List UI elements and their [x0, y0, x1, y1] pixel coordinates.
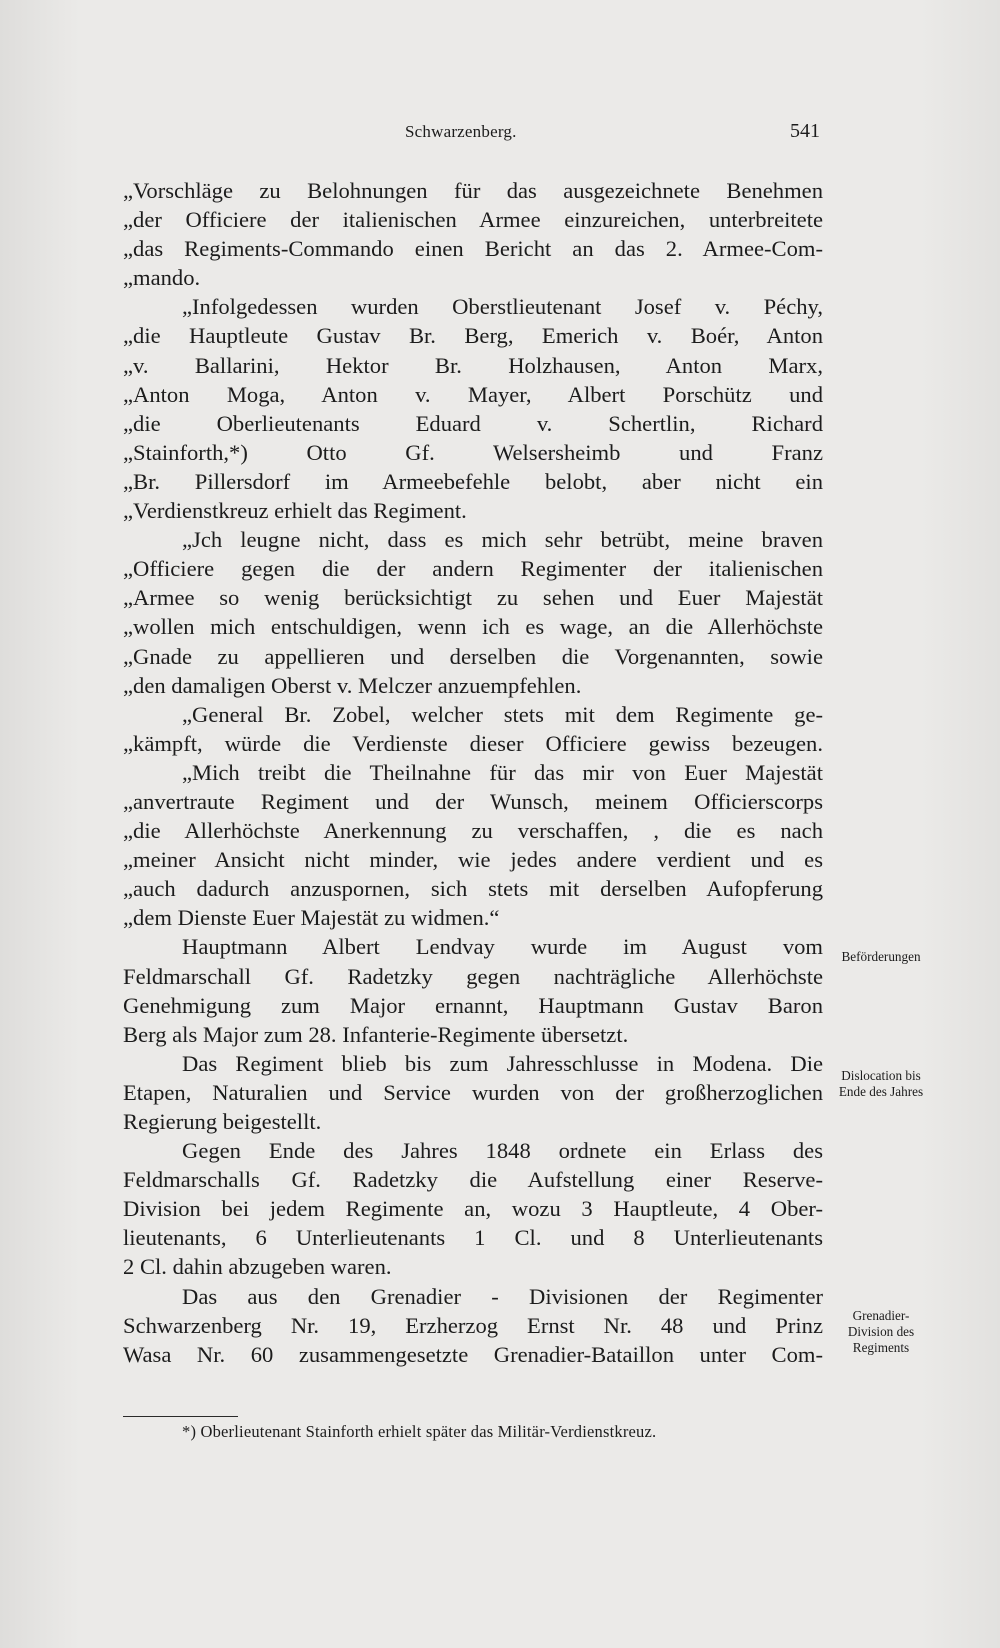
text-line: Feldmarschall Gf. Radetzky gegen nachträgliche Allerhöchste: [123, 963, 823, 989]
text-line: „wollen mich entschuldigen, wenn ich es wage, an die Allerhöchste: [123, 614, 823, 640]
text-line: Etapen, Naturalien und Service wurden von der großherzoglichen: [123, 1079, 823, 1105]
text-line: „General Br. Zobel, welcher stets mit dem Regimente ge-: [182, 701, 823, 727]
text-line: „Gnade zu appellieren und derselben die Vorgenannten, sowie: [123, 643, 823, 669]
text-line: „der Officiere der italienischen Armee einzureichen, unterbreitete: [123, 207, 823, 233]
body-text: [123, 176, 823, 1369]
text-line: „Vorschläge zu Belohnungen für das ausgezeichnete Benehmen: [123, 178, 823, 203]
text-line: „v. Ballarini, Hektor Br. Holzhausen, Anton Marx,: [123, 352, 823, 378]
text-line: Schwarzenberg Nr. 19, Erzherzog Ernst Nr. 48 und Prinz: [123, 1312, 823, 1338]
text-line: „kämpft, würde die Verdienste dieser Officiere gewiss bezeugen.: [123, 730, 823, 756]
page-header: [405, 122, 820, 148]
text-line: „die Hauptleute Gustav Br. Berg, Emerich v. Boér, Anton: [123, 323, 823, 349]
text-line: Berg als Major zum 28. Infanterie-Regimente übersetzt.: [123, 1021, 629, 1047]
margin-note-line: Beförderungen: [841, 949, 921, 964]
text-line: „mando.: [123, 265, 201, 291]
text-line: Das aus den Grenadier - Divisionen der Regimenter: [182, 1283, 823, 1309]
margin-note-line: Grenadier-: [852, 1308, 910, 1323]
text-line: 2 Cl. dahin abzugeben waren.: [123, 1254, 392, 1280]
margin-note-line: Division des: [847, 1324, 915, 1339]
text-line: „Br. Pillersdorf im Armeebefehle belobt, aber nicht ein: [123, 468, 823, 494]
footnote: *) Oberlieutenant Stainforth erhielt später das Militär-Verdienstkreuz.: [182, 1422, 657, 1441]
text-line: „Armee so wenig berücksichtigt zu sehen und Euer Majestät: [123, 585, 823, 611]
margin-note-line: Dislocation bis: [841, 1068, 921, 1083]
margin-note-dislocation: [822, 1068, 940, 1100]
text-line: „Officiere gegen die der andern Regimenter der italienischen: [123, 556, 823, 582]
text-line: „die Oberlieutenants Eduard v. Schertlin, Richard: [123, 410, 823, 436]
text-line: „Jch leugne nicht, dass es mich sehr betrübt, meine braven: [182, 527, 823, 553]
text-line: „Mich treibt die Theilnahne für das mir von Euer Majestät: [182, 759, 823, 785]
page-number: 541: [790, 120, 820, 142]
text-line: „Infolgedessen wurden Oberstlieutenant Josef v. Péchy,: [182, 294, 823, 320]
text-line: Genehmigung zum Major ernannt, Hauptmann Gustav Baron: [123, 992, 823, 1018]
text-line: Division bei jedem Regimente an, wozu 3 Hauptleute, 4 Ober-: [123, 1196, 823, 1222]
text-line: Wasa Nr. 60 zusammengesetzte Grenadier-Bataillon unter Com-: [123, 1341, 823, 1367]
running-title: Schwarzenberg.: [405, 122, 517, 141]
margin-note-befoerderungen: [822, 949, 940, 965]
text-line: „den damaligen Oberst v. Melczer anzuempfehlen.: [123, 672, 582, 698]
text-line: Das Regiment blieb bis zum Jahresschlusse in Modena. Die: [182, 1050, 823, 1076]
text-line: Hauptmann Albert Lendvay wurde im August vom: [182, 934, 823, 960]
footnote-divider: [123, 1416, 238, 1417]
text-line: „meiner Ansicht nicht minder, wie jedes andere verdient und es: [123, 847, 823, 873]
margin-note-line: Regiments: [852, 1340, 910, 1355]
text-line: „Verdienstkreuz erhielt das Regiment.: [123, 498, 467, 524]
text-line: „anvertraute Regiment und der Wunsch, meinem Officierscorps: [123, 788, 823, 814]
text-line: „auch dadurch anzuspornen, sich stets mit derselben Aufopferung: [123, 876, 823, 902]
text-line: „die Allerhöchste Anerkennung zu verschaffen, , die es nach: [123, 818, 823, 844]
text-line: „Anton Moga, Anton v. Mayer, Albert Porschütz und: [123, 381, 823, 407]
text-line: Feldmarschalls Gf. Radetzky die Aufstellung einer Reserve-: [123, 1167, 823, 1193]
text-line: „das Regiments-Commando einen Bericht an das 2. Armee-Com-: [123, 236, 823, 262]
text-line: Gegen Ende des Jahres 1848 ordnete ein Erlass des: [182, 1138, 823, 1164]
margin-note-grenadier: [822, 1308, 940, 1356]
text-line: Regierung beigestellt.: [123, 1109, 322, 1134]
text-line: lieutenants, 6 Unterlieutenants 1 Cl. und 8 Unterlieutenants: [123, 1225, 823, 1251]
text-line: „dem Dienste Euer Majestät zu widmen.“: [123, 905, 500, 931]
margin-note-line: Ende des Jahres: [838, 1084, 924, 1099]
text-line: „Stainforth,*) Otto Gf. Welsersheimb und Franz: [123, 439, 823, 465]
